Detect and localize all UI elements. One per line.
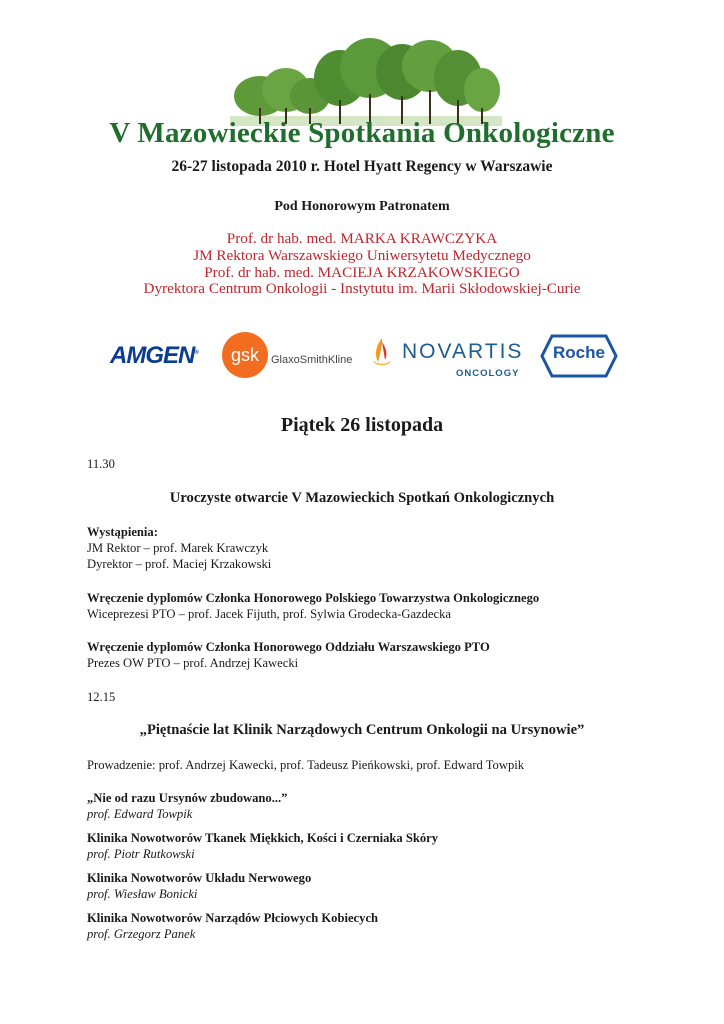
talk-speaker: prof. Edward Towpik	[87, 807, 193, 821]
session-title: Uroczyste otwarcie V Mazowieckich Spotkań Onkologicznych	[169, 490, 555, 506]
gsk-logo: gsk	[222, 332, 268, 378]
talk-speaker: prof. Wiesław Bonicki	[87, 887, 198, 901]
patronage-heading: Pod Honorowym Patronatem	[274, 199, 450, 214]
event-subtitle: 26-27 listopada 2010 r. Hotel Hyatt Regency w Warszawie	[171, 158, 553, 175]
talk-title: Klinika Nowotworów Układu Nerwowego	[87, 871, 312, 885]
talk-title: Klinika Nowotworów Tkanek Miękkich, Kości i Czerniaka Skóry	[87, 831, 439, 845]
patron-line: Prof. dr hab. med. MACIEJA KRZAKOWSKIEGO	[204, 263, 520, 281]
patrons-list	[0, 231, 724, 298]
talk-title: Klinika Nowotworów Narządów Płciowych Kobiecych	[87, 911, 379, 925]
session-chairs: Prowadzenie: prof. Andrzej Kawecki, prof. Tadeusz Pieńkowski, prof. Edward Towpik	[87, 758, 525, 772]
speeches-label: Wystąpienia:	[87, 525, 158, 539]
talk-title: „Nie od razu Ursynów zbudowano...”	[87, 791, 288, 805]
award-people: Wiceprezesi PTO – prof. Jacek Fijuth, prof. Sylwia Grodecka-Gazdecka	[87, 607, 452, 621]
session-title: „Piętnaście lat Klinik Narządowych Centrum Onkologii na Ursynowie”	[139, 722, 585, 738]
patron-line: Dyrektora Centrum Onkologii - Instytutu im. Marii Skłodowskiej-Curie	[143, 280, 581, 298]
day-heading: Piątek 26 listopada	[280, 414, 444, 436]
patron-line: JM Rektora Warszawskiego Uniwersytetu Medycznego	[193, 246, 531, 264]
talk-speaker: prof. Piotr Rutkowski	[87, 847, 195, 861]
award-people: Prezes OW PTO – prof. Andrzej Kawecki	[87, 656, 299, 670]
novartis-oncology: ONCOLOGY	[456, 368, 520, 379]
gsk-name: GlaxoSmithKline	[271, 354, 353, 366]
patron-line: Prof. dr hab. med. MARKA KRAWCZYKA	[226, 230, 498, 247]
award-title: Wręczenie dyplomów Członka Honorowego Polskiego Towarzystwa Onkologicznego	[87, 591, 540, 605]
talk-speaker: prof. Grzegorz Panek	[87, 927, 196, 941]
sponsor-logos	[0, 328, 724, 384]
roche-logo: Roche	[553, 343, 605, 362]
speech-item: JM Rektor – prof. Marek Krawczyk	[87, 541, 269, 555]
page-title: V Mazowieckie Spotkania Onkologiczne	[109, 117, 615, 149]
speech-item: Dyrektor – prof. Maciej Krzakowski	[87, 557, 272, 571]
novartis-flame-icon	[370, 336, 394, 370]
amgen-logo: AMGEN®	[110, 342, 198, 369]
session-time: 11.30	[87, 457, 115, 471]
novartis-logo: NOVARTIS	[402, 340, 524, 363]
session-time: 12.15	[87, 690, 116, 704]
award-title: Wręczenie dyplomów Członka Honorowego Oddziału Warszawskiego PTO	[87, 640, 490, 654]
